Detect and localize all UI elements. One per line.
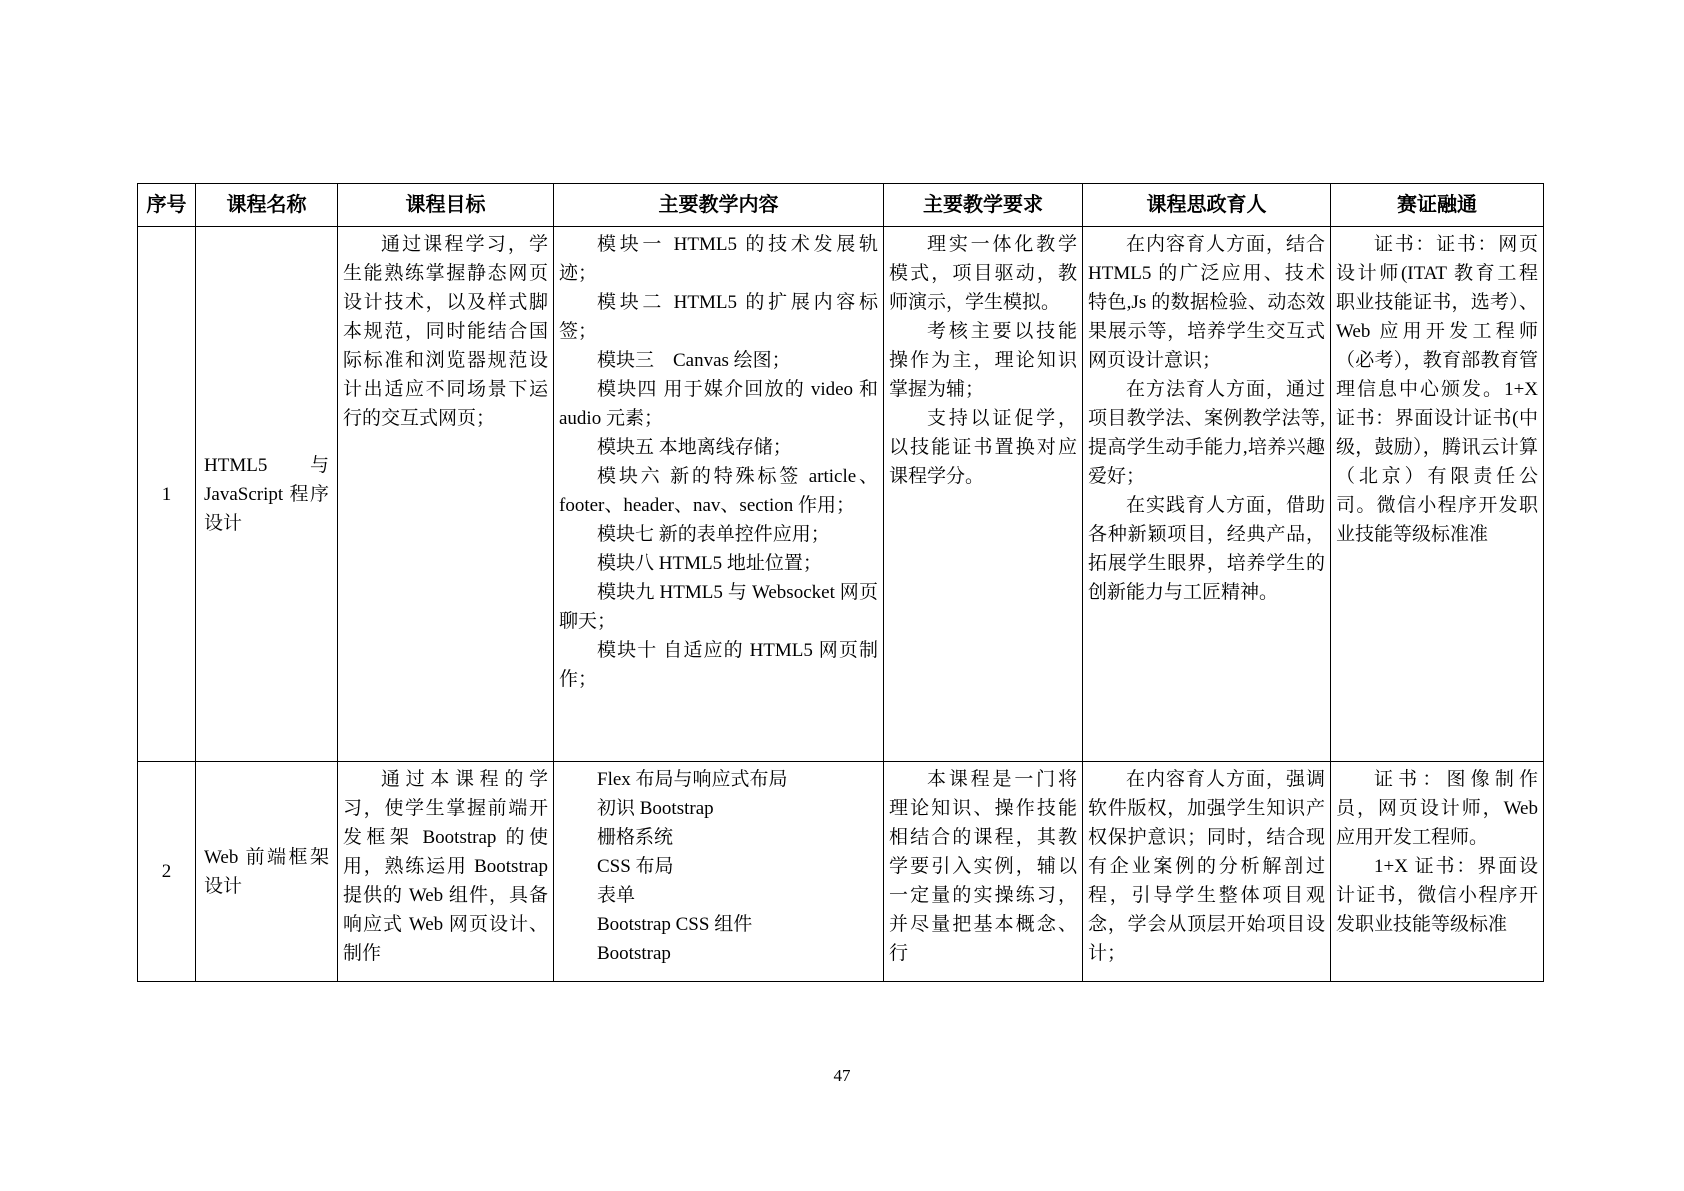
paragraph: 模块八 HTML5 地址位置； [597,553,822,574]
page-number: 47 [833,1066,851,1085]
paragraph: 支持以证促学，以技能证书置换对应课程学分。 [889,408,1077,487]
paragraph: 本课程是一门将理论知识、操作技能相结合的课程，其教学要引入实例，辅以一定量的实操练习，并尽量把基本概念、行 [889,769,1077,964]
paragraph: 理实一体化教学模式，项目驱动，教师演示，学生模拟。 [889,234,1077,313]
table-row [138,227,1544,762]
col-header-teaching-content: 主要教学内容 [554,184,884,227]
table-row [138,762,1544,982]
col-header-course-name: 课程名称 [196,184,338,227]
paragraph: 考核主要以技能操作为主，理论知识掌握为辅； [889,321,1077,400]
paragraph: 在内容育人方面，结合 HTML5 的广泛应用、技术特色,Js 的数据检验、动态效果展示等，培养学生交互式网页设计意识； [1088,234,1325,371]
paragraph: 在实践育人方面，借助各种新颖项目，经典产品，拓展学生眼界，培养学生的创新能力与工匠精神。 [1088,495,1325,603]
row1-course-objectives [338,227,554,762]
paragraph: 模块九 HTML5 与 Websocket 网页聊天； [559,582,878,632]
paragraph: 栅格系统 [597,827,674,848]
row1-teaching-requirements [884,227,1083,762]
paragraph: 证书：证书：网页设计师(ITAT 教育工程职业技能证书，选考）、Web 应用开发工程师（必考），教育部教育管理信息中心颁发。1+X 证书：界面设计证书(中级，鼓励），腾讯云计算（北京）有限责任公司。微信小程序开发职业技能等级标准准 [1336,234,1538,545]
paragraph: 初识 Bootstrap [597,798,714,819]
paragraph: 模块一 HTML5 的技术发展轨迹； [559,234,878,284]
paragraph: Bootstrap CSS 组件 [597,914,753,935]
col-header-teaching-requirements: 主要教学要求 [884,184,1083,227]
paragraph: 模块七 新的表单控件应用； [597,524,830,545]
row2-ideology-education [1083,762,1331,982]
paragraph: 模块三 Canvas 绘图； [597,350,791,371]
paragraph: CSS 布局 [597,856,674,877]
row1-teaching-content [554,227,884,762]
paragraph: 在内容育人方面，强调软件版权，加强学生知识产权保护意识；同时，结合现有企业案例的分析解剖过程，引导学生整体项目观念，学会从顶层开始项目设计； [1088,769,1325,964]
course-name-text: HTML5 与 JavaScript 程序设计 [204,454,329,534]
course-name-text: Web 前端框架设计 [204,846,329,897]
paragraph: 表单 [597,885,636,906]
row1-ideology-education [1083,227,1331,762]
row1-course-no: 1 [138,227,196,762]
paragraph: Flex 布局与响应式布局 [597,769,788,790]
paragraph: 模块二 HTML5 的扩展内容标签； [559,292,878,342]
paragraph: 通过课程学习，学生能熟练掌握静态网页设计技术，以及样式脚本规范，同时能结合国际标准和浏览器规范设计出适应不同场景下运行的交互式网页； [343,234,548,429]
paragraph: 通过本课程的学习，使学生掌握前端开发框架 Bootstrap 的使用，熟练运用 Bootstrap 提供的 Web 组件，具备响应式 Web 网页设计、制作 [343,769,548,964]
table-header-row [138,184,1544,227]
paragraph: 模块六 新的特殊标签 article、footer、header、nav、section 作用； [559,466,878,516]
col-header-course-objectives: 课程目标 [338,184,554,227]
col-header-cert-integration: 赛证融通 [1331,184,1544,227]
course-table [137,183,1544,982]
col-header-ideology-education: 课程思政育人 [1083,184,1331,227]
paragraph: 模块十 自适应的 HTML5 网页制作； [559,640,878,690]
paragraph: 模块四 用于媒介回放的 video 和 audio 元素； [559,379,878,429]
row2-cert-integration [1331,762,1544,982]
paragraph: 1+X 证书：界面设计证书，微信小程序开发职业技能等级标准 [1336,856,1538,935]
paragraph: 模块五 本地离线存储； [597,437,792,458]
paragraph: 在方法育人方面，通过项目教学法、案例教学法等,提高学生动手能力,培养兴趣爱好； [1088,379,1325,487]
row1-cert-integration [1331,227,1544,762]
paragraph: Bootstrap [597,943,671,964]
row2-teaching-requirements [884,762,1083,982]
paragraph: 证书：图像制作员，网页设计师，Web 应用开发工程师。 [1336,769,1538,848]
row2-course-no: 2 [138,762,196,982]
col-header-no: 序号 [138,184,196,227]
row2-course-name [196,762,338,982]
row2-course-objectives [338,762,554,982]
row2-teaching-content [554,762,884,982]
row1-course-name [196,227,338,762]
